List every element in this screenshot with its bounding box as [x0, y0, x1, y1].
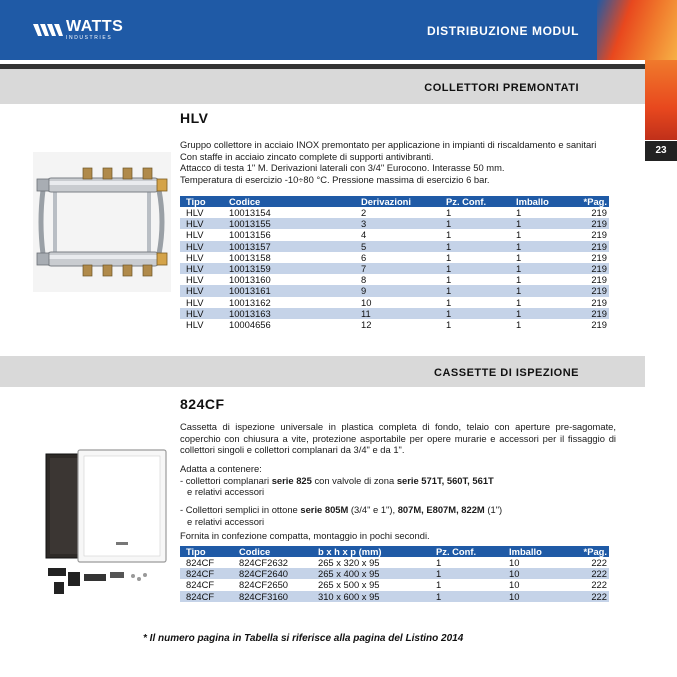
text-bold: serie 825 [271, 474, 312, 486]
table-cell: 10013154 [229, 207, 271, 218]
table-row [180, 319, 609, 330]
table-row [180, 274, 609, 285]
column-header: Imballo [503, 546, 575, 557]
table-cell: 1 [430, 591, 503, 602]
brand-name: WATTS [66, 18, 124, 35]
table-cell: HLV [186, 207, 204, 218]
table-cell: 10013159 [223, 263, 355, 274]
table-cell: 824CF [186, 579, 215, 591]
table-cell: 1 [440, 241, 510, 252]
hlv-description [180, 139, 616, 185]
cf-adatta-label: Adatta a contenere: [180, 463, 262, 474]
column-header: Codice [233, 546, 312, 557]
table-row [180, 207, 609, 218]
table-cell: 824CF [180, 568, 233, 579]
table-cell: 222 [575, 591, 609, 602]
table-cell: 1 [516, 296, 522, 308]
table-row [180, 557, 609, 568]
table-cell: 219 [591, 229, 607, 241]
table-cell: 10 [503, 568, 575, 579]
table-row [180, 308, 609, 319]
watts-logo [33, 19, 123, 41]
table-cell: 219 [591, 274, 607, 286]
table-cell: 12 [361, 319, 372, 331]
header-title: DISTRIBUZIONE MODUL [426, 24, 579, 38]
cf-item-2-cont: e relativi accessori [187, 515, 265, 527]
table-row [180, 252, 609, 263]
column-header: *Pag. [574, 196, 609, 207]
hlv-desc-line: Attacco di testa 1" M. Derivazioni laterali con 3/4" Eurocono. Interasse 50 mm. [180, 162, 505, 173]
table-cell: 1 [440, 285, 510, 296]
table-cell: 1 [436, 579, 442, 591]
table-cell: 310 x 600 x 95 [312, 591, 430, 602]
text-bold: 807M, E807M, 822M [397, 504, 485, 515]
column-header: Tipo [180, 546, 233, 557]
table-row [180, 297, 609, 308]
table-cell: 824CF2632 [239, 557, 288, 568]
table-cell: 219 [574, 263, 609, 274]
table-cell: 10013156 [229, 229, 271, 241]
text: - collettori complanari [180, 474, 272, 486]
table-cell: 219 [591, 251, 607, 263]
table-cell: 4 [361, 229, 367, 241]
cassette-image [38, 442, 174, 602]
table-header-row [180, 196, 609, 207]
section-title-collettori: COLLETTORI PREMONTATI [424, 82, 579, 94]
hlv-manifold-image [33, 152, 171, 292]
table-cell: 222 [591, 557, 607, 568]
table-cell: 1 [430, 568, 503, 579]
table-cell: 10013160 [229, 274, 271, 286]
section-title-cassette: CASSETTE DI ISPEZIONE [434, 367, 579, 379]
table-cell: HLV [180, 263, 223, 274]
page-header [0, 0, 677, 60]
table-row [180, 579, 609, 590]
section-band-cassette [0, 356, 645, 387]
table-cell: 222 [575, 568, 609, 579]
table-cell: 219 [574, 308, 609, 319]
table-cell: 10013163 [223, 308, 355, 319]
table-cell: HLV [186, 319, 204, 331]
hlv-desc-line: Gruppo collettore in acciaio INOX premontato per applicazione in impianti di riscaldamento e sanitari [180, 139, 597, 150]
cf-item-2-block [180, 504, 620, 527]
text: (3/4" e 1"), [348, 504, 398, 515]
cf-description: Cassetta di ispezione universale in plastica completa di fondo, telaio con aperture pre-sagomate, coperchio con chiusura a vite, protezione asportabile per opere murarie e accessori per il fissaggio di collettori singoli e collettori complanari da 3/4" e da 1". [180, 421, 616, 455]
table-cell: 1 [446, 296, 452, 308]
table-cell: 6 [361, 251, 367, 263]
table-cell: 1 [516, 319, 522, 331]
table-cell: HLV [180, 218, 223, 229]
table-cell: 1 [510, 263, 574, 274]
hlv-desc-line: Temperatura di esercizio -10÷80 °C. Pressione massima di esercizio 6 bar. [180, 173, 490, 185]
table-cell: 824CF2640 [233, 568, 312, 579]
table-cell: 10 [509, 579, 520, 591]
column-header: b x h x p (mm) [312, 546, 430, 557]
table-cell: 222 [591, 579, 607, 591]
table-cell: 1 [446, 251, 452, 263]
table-cell: 824CF [180, 591, 233, 602]
header-decoration [597, 0, 677, 60]
table-cell: 265 x 400 x 95 [312, 568, 430, 579]
table-cell: HLV [186, 251, 204, 263]
table-row [180, 241, 609, 252]
table-cell: 1 [436, 557, 442, 568]
table-cell: 1 [516, 229, 522, 241]
table-cell: 824CF3160 [233, 591, 312, 602]
table-row [180, 263, 609, 274]
watts-logo-icon [33, 22, 63, 38]
table-cell: 7 [355, 263, 440, 274]
table-cell: 219 [591, 207, 607, 218]
table-cell: 10 [361, 296, 372, 308]
cf-item-1 [180, 475, 620, 487]
page-number: 23 [645, 141, 677, 161]
table-cell: 219 [591, 319, 607, 331]
table-cell: HLV [186, 296, 204, 308]
product-title-hlv: HLV [180, 110, 209, 126]
table-cell: 10013157 [223, 241, 355, 252]
table-cell: 10013162 [229, 296, 271, 308]
text: (1") [484, 504, 503, 515]
table-cell: 265 x 500 x 95 [318, 579, 380, 591]
table-row [180, 229, 609, 240]
cf-table [180, 546, 609, 602]
column-header: Derivazioni [355, 196, 440, 207]
cf-item-2 [180, 504, 620, 516]
footnote: * Il numero pagina in Tabella si riferisce alla pagina del Listino 2014 [143, 633, 464, 644]
table-row [180, 591, 609, 602]
table-cell: HLV [180, 241, 223, 252]
column-header: Imballo [510, 196, 574, 207]
hlv-table [180, 196, 609, 330]
table-cell: 1 [446, 229, 452, 241]
table-cell: 824CF2650 [239, 579, 288, 591]
table-cell: 1 [440, 308, 510, 319]
column-header: Pz. Conf. [440, 196, 510, 207]
column-header: Pz. Conf. [430, 546, 503, 557]
cf-fornita: Fornita in confezione compatta, montaggio in pochi secondi. [180, 530, 430, 541]
table-cell: 1 [446, 274, 452, 286]
table-cell: 1 [446, 319, 452, 331]
table-cell: HLV [180, 308, 223, 319]
table-cell: 1 [510, 285, 574, 296]
cf-item-1-cont: e relativi accessori [187, 486, 265, 497]
table-cell: 1 [516, 274, 522, 286]
table-cell: 11 [355, 308, 440, 319]
table-cell: 3 [355, 218, 440, 229]
side-decoration [645, 60, 677, 140]
table-row [180, 285, 609, 296]
product-title-824cf: 824CF [180, 396, 225, 412]
text-bold: serie 805M [300, 504, 349, 515]
text-bold: serie 571T, 560T, 561T [396, 474, 494, 486]
brand-sub: INDUSTRIES [66, 35, 113, 41]
table-cell: 1 [510, 308, 574, 319]
column-header: *Pag. [575, 546, 609, 557]
table-cell: 10013155 [223, 218, 355, 229]
column-header: Codice [223, 196, 355, 207]
table-cell: 265 x 320 x 95 [318, 557, 380, 568]
table-cell: 1 [440, 218, 510, 229]
table-cell: 2 [361, 207, 367, 218]
table-cell: 10 [509, 557, 520, 568]
table-cell: 219 [574, 218, 609, 229]
table-cell: 1 [446, 207, 452, 218]
table-cell: 8 [361, 274, 367, 286]
table-cell: 1 [516, 207, 522, 218]
table-cell: 9 [355, 285, 440, 296]
table-cell: 10013158 [229, 251, 271, 263]
table-cell: 219 [574, 285, 609, 296]
section-band-collettori [0, 69, 645, 104]
table-cell: 1 [440, 263, 510, 274]
text: - Collettori semplici in ottone [180, 504, 301, 515]
text: con valvole di zona [311, 474, 397, 486]
table-cell: 1 [516, 251, 522, 263]
table-cell: 10013161 [223, 285, 355, 296]
table-cell: 10 [503, 591, 575, 602]
table-cell: 10004656 [229, 319, 271, 331]
table-cell: HLV [180, 285, 223, 296]
hlv-desc-line: Con staffe in acciaio zincato complete di supporti antivibranti. [180, 150, 434, 162]
table-cell: HLV [186, 274, 204, 286]
cf-adatta-block [180, 463, 620, 498]
table-cell: 1 [510, 241, 574, 252]
table-cell: 1 [510, 218, 574, 229]
table-header-row [180, 546, 609, 557]
table-cell: 219 [574, 241, 609, 252]
column-header: Tipo [180, 196, 223, 207]
table-cell: HLV [186, 229, 204, 241]
table-cell: 219 [591, 296, 607, 308]
table-row [180, 568, 609, 579]
table-cell: 824CF [186, 557, 215, 568]
table-row [180, 218, 609, 229]
table-cell: 5 [355, 241, 440, 252]
